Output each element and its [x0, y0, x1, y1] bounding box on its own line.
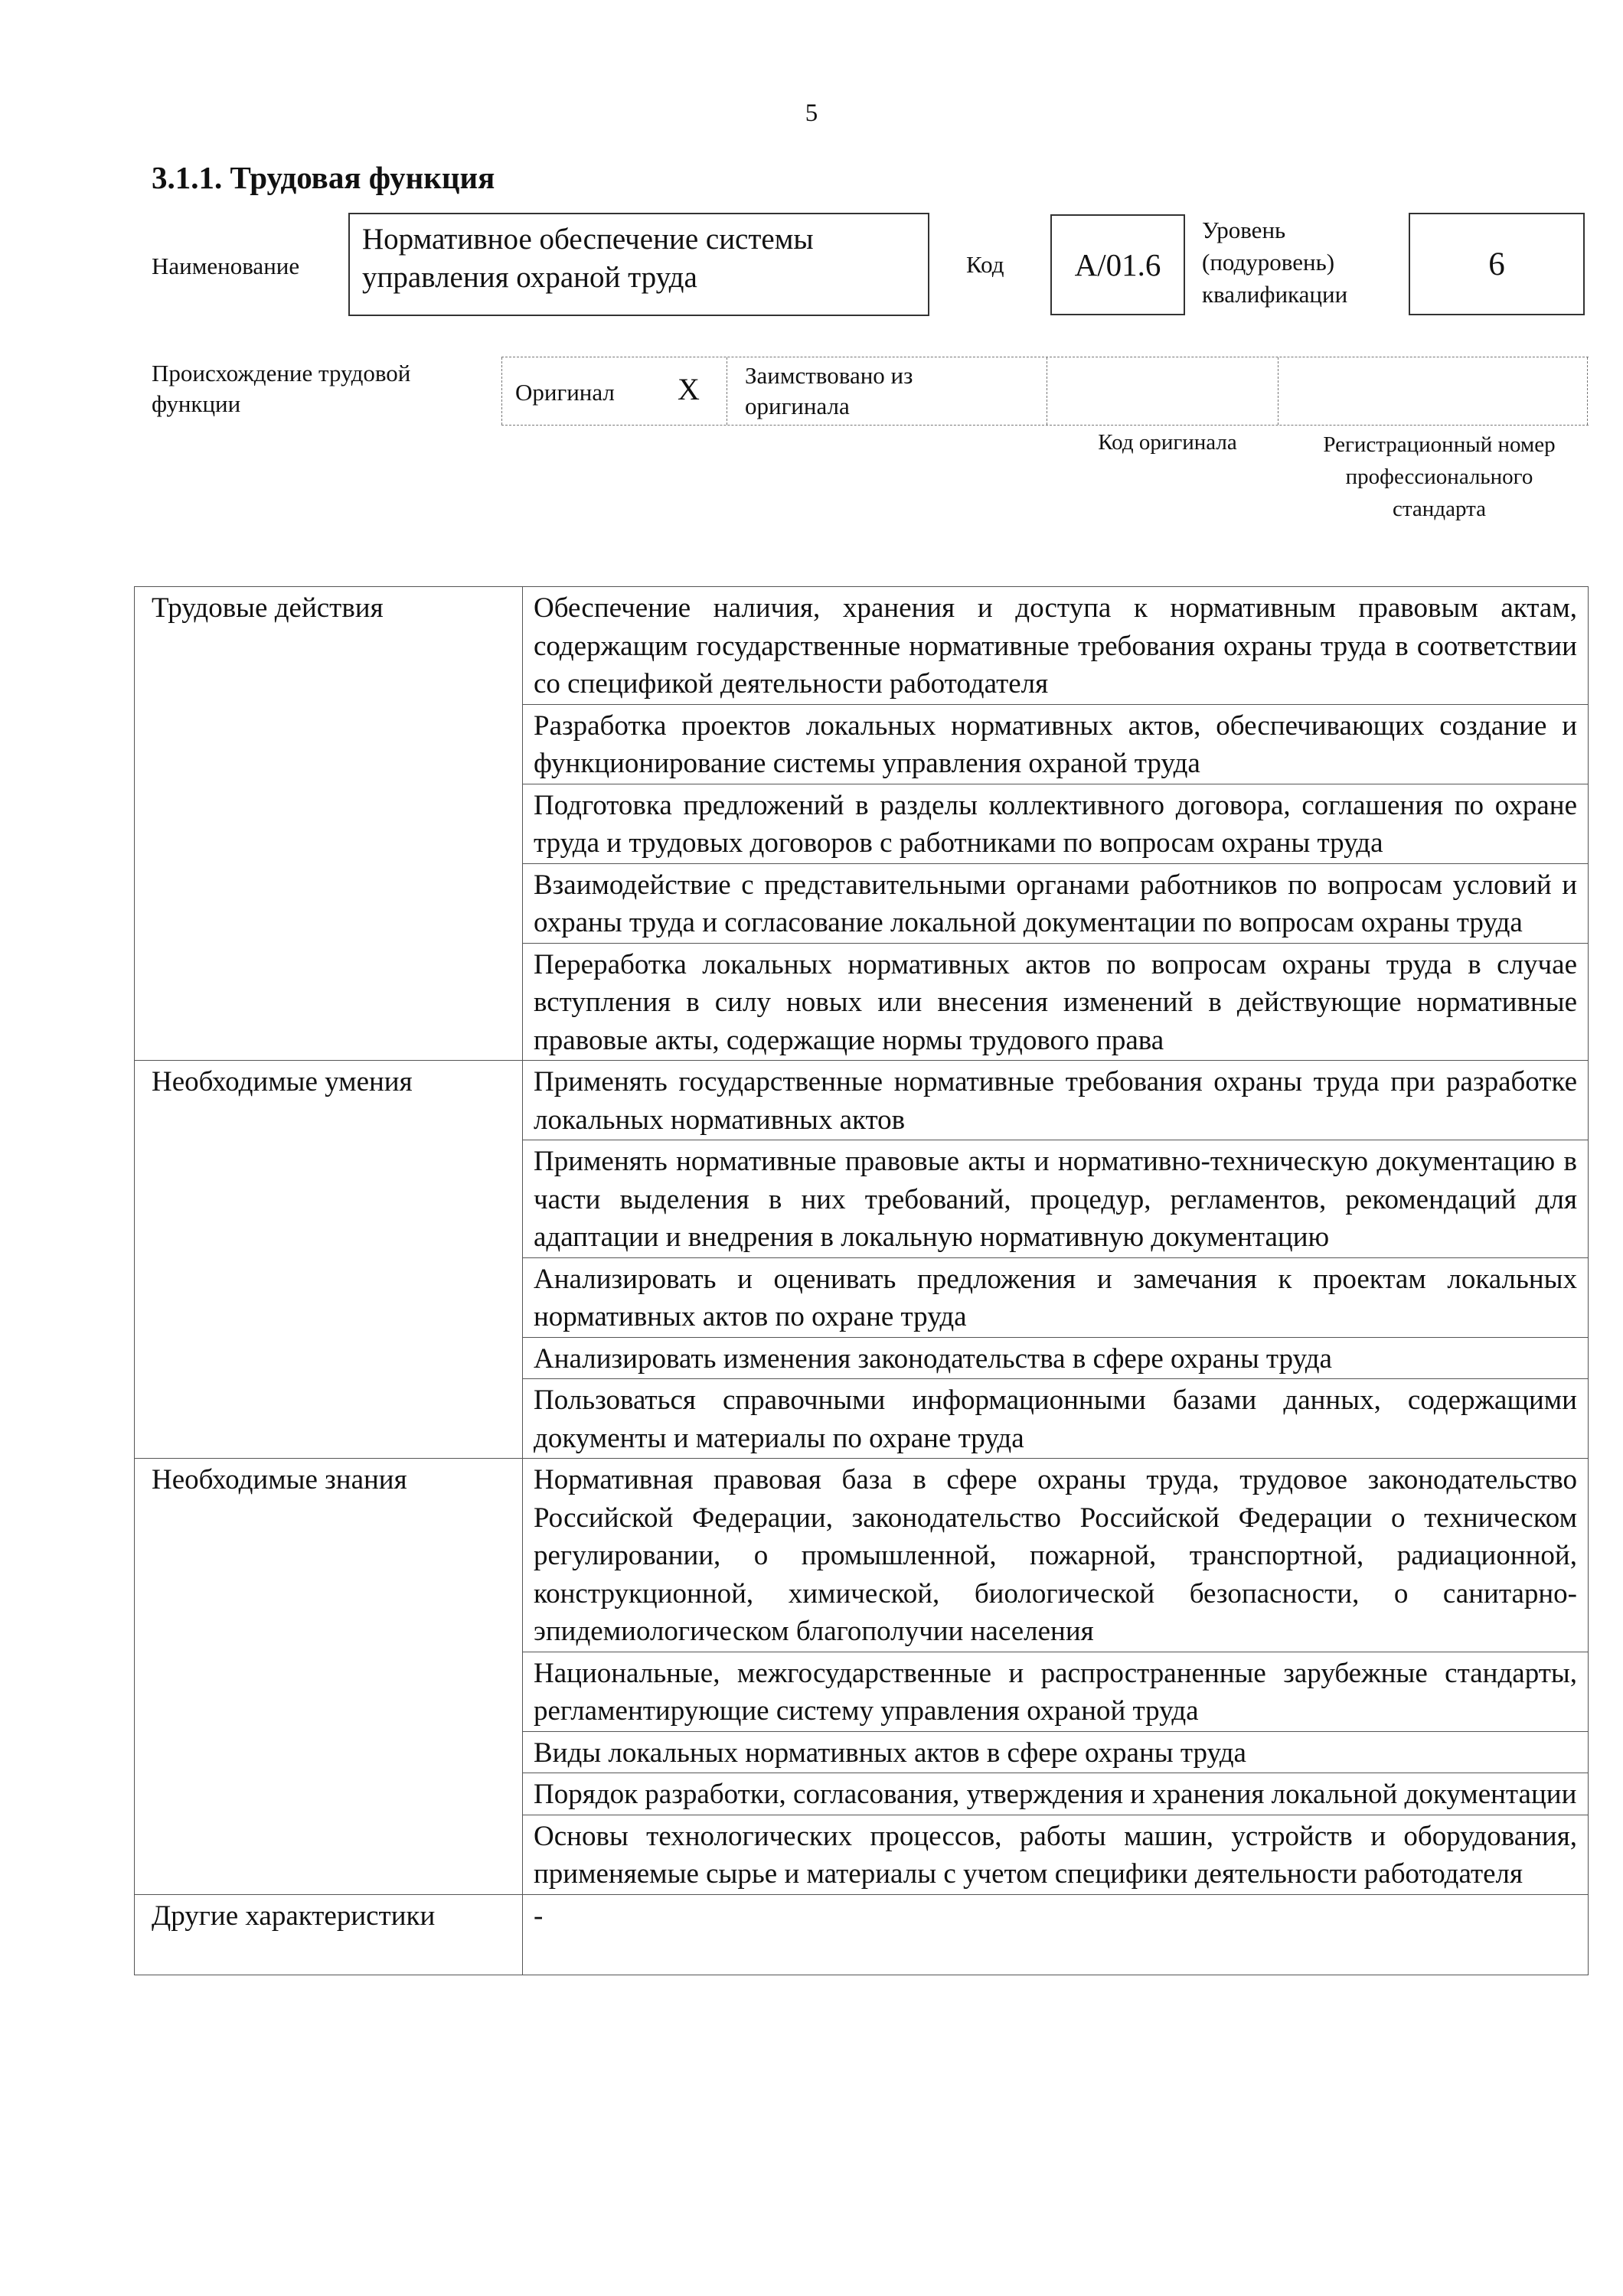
table-cell: Применять государственные нормативные требования охраны труда при разработке локальных нормативных актов [523, 1061, 1589, 1140]
table-cell: Виды локальных нормативных актов в сфере охраны труда [523, 1731, 1589, 1773]
table-cell: Применять нормативные правовые акты и нормативно-техническую документацию в части выделения в них требований, процедур, регламентов, рекомендаций для адаптации и внедрения в локальную нормативную документацию [523, 1140, 1589, 1258]
table-cell: Анализировать и оценивать предложения и замечания к проектам локальных нормативных актов по охране труда [523, 1257, 1589, 1337]
page-number: 5 [805, 99, 818, 127]
table-cell: Подготовка предложений в разделы коллективного договора, соглашения по охране труда и трудовых договоров с работниками по вопросам охраны труда [523, 784, 1589, 863]
code-original-label: Код оригинала [1098, 430, 1237, 455]
table-cell: Основы технологических процессов, работы машин, устройств и оборудования, применяемые сырье и материалы с учетом специфики деятельности работодателя [523, 1815, 1589, 1894]
table-cell: Переработка локальных нормативных актов по вопросам охраны труда в случае вступления в силу новых или внесения изменений в действующие нормативные правовые акты, содержащие нормы трудового права [523, 943, 1589, 1061]
table-cell: Обеспечение наличия, хранения и доступа к нормативным правовым актам, содержащим государственные нормативные требования охраны труда в соответствии со спецификой деятельности работодателя [523, 587, 1589, 705]
row-label: Необходимые знания [135, 1459, 523, 1895]
name-label: Наименование [152, 253, 300, 279]
row-label: Трудовые действия [135, 587, 523, 1061]
origin-label: Происхождение трудовой функции [152, 360, 411, 417]
table-cell: Взаимодействие с представительными органами работников по вопросам условий и охраны труда и согласование локальной документации по вопросам охраны труда [523, 863, 1589, 943]
table-row [135, 587, 1589, 705]
table-cell: - [523, 1894, 1589, 1975]
origin-table [501, 357, 1589, 426]
table-cell: Пользоваться справочными информационными базами данных, содержащими документы и материалы по охране труда [523, 1379, 1589, 1459]
reg-number-label: Регистрационный номер профессионального стандарта [1323, 432, 1556, 521]
original-mark: X [678, 372, 700, 406]
level-value: 6 [1488, 246, 1505, 282]
code-value-box [1050, 214, 1185, 315]
table-row [135, 1459, 1589, 1652]
table-row [135, 1061, 1589, 1140]
table-cell: Анализировать изменения законодательства в сфере охраны труда [523, 1337, 1589, 1379]
original-label: Оригинал [515, 379, 615, 406]
code-label: Код [966, 251, 1004, 278]
table-cell: Разработка проектов локальных нормативных актов, обеспечивающих создание и функционирование системы управления охраной труда [523, 704, 1589, 784]
borrowed-label: Заимствовано из оригинала [745, 362, 913, 419]
row-label: Другие характеристики [135, 1894, 523, 1975]
table-cell: Нормативная правовая база в сфере охраны труда, трудовое законодательство Российской Федерации, законодательство Российской Федерации о техническом регулировании, о промышленной, пожарной, транспортной, радиационной, конструкционной, химической, биологической безопасности, о санитарно-эпидемиологическом благополучии населения [523, 1459, 1589, 1652]
name-value: Нормативное обеспечение системы управления охраной труда [362, 223, 814, 294]
level-label: Уровень (подуровень) квалификации [1202, 217, 1348, 308]
name-value-box [348, 213, 929, 316]
table-cell: Порядок разработки, согласования, утверждения и хранения локальной документации [523, 1773, 1589, 1815]
section-title: 3.1.1. Трудовая функция [152, 160, 495, 195]
labor-function-table [134, 586, 1589, 1975]
code-value: A/01.6 [1074, 247, 1161, 282]
level-value-box [1409, 213, 1585, 315]
table-cell: Национальные, межгосударственные и распространенные зарубежные стандарты, регламентирующие систему управления охраной труда [523, 1652, 1589, 1731]
row-label: Необходимые умения [135, 1061, 523, 1459]
table-row [135, 1894, 1589, 1975]
